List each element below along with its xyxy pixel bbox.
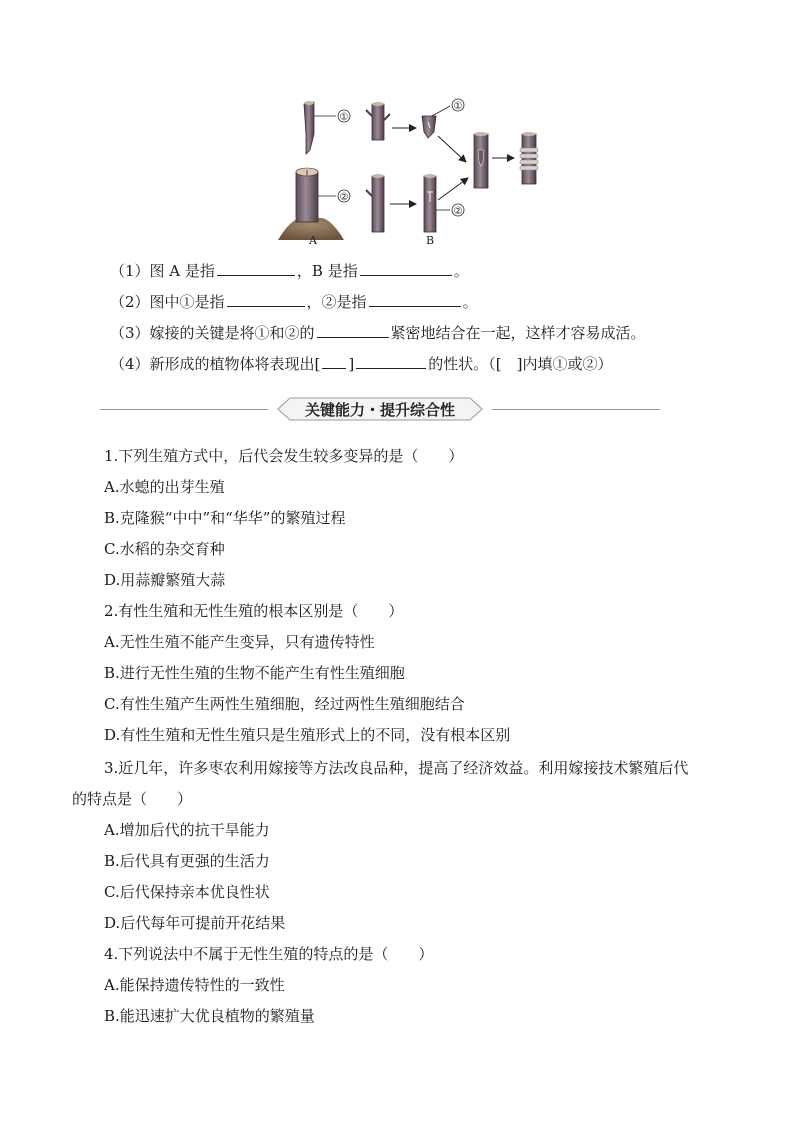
option[interactable]: C.有性生殖产生两性生殖细胞，经过两性生殖细胞结合 bbox=[104, 695, 465, 713]
grafted-stem bbox=[474, 132, 488, 188]
option[interactable]: B.能迅速扩大优良植物的繁殖量 bbox=[104, 1007, 315, 1025]
option[interactable]: A.无性生殖不能产生变异，只有遗传特性 bbox=[104, 633, 375, 651]
answer-blank[interactable] bbox=[369, 291, 461, 307]
option[interactable]: A.增加后代的抗干旱能力 bbox=[104, 821, 270, 839]
section-tab bbox=[276, 396, 484, 422]
option[interactable]: B.克隆猴“中中”和“华华”的繁殖过程 bbox=[104, 509, 346, 527]
question-2-stem: 2.有性生殖和无性生殖的根本区别是（ ） bbox=[104, 602, 404, 620]
marker-2-a: ② bbox=[339, 192, 349, 203]
fill-in-q4: （4）新形成的植物体将表现出[ ] 的性状。（[ ]内填①或②） bbox=[110, 355, 613, 373]
option[interactable]: B.后代具有更强的生活力 bbox=[104, 852, 270, 870]
question-3-stem-line1: 3.近几年，许多枣农利用嫁接等方法改良品种，提高了经济效益。利用嫁接技术繁殖后代 bbox=[104, 759, 689, 777]
scion-a bbox=[304, 101, 314, 154]
answer-blank[interactable] bbox=[317, 322, 389, 338]
option[interactable]: D.用蒜瓣繁殖大蒜 bbox=[104, 571, 226, 589]
fill-in-q1: （1）图 A 是指 ，B 是指 。 bbox=[110, 262, 469, 280]
scion-b-stick bbox=[366, 102, 390, 140]
option[interactable]: A.水螅的出芽生殖 bbox=[104, 478, 225, 496]
grafting-figure bbox=[270, 92, 560, 252]
answer-blank[interactable] bbox=[217, 260, 295, 276]
question-4-stem: 4.下列说法中不属于无性生殖的特点的是（ ） bbox=[104, 945, 434, 963]
option[interactable]: C.水稻的杂交育种 bbox=[104, 540, 225, 558]
fill-in-q2: （2）图中①是指 ，②是指 。 bbox=[110, 293, 478, 311]
marker-1-b: ① bbox=[453, 101, 463, 112]
answer-blank[interactable] bbox=[360, 260, 452, 276]
stock-b-cut bbox=[424, 174, 436, 232]
answer-blank[interactable] bbox=[356, 353, 426, 369]
option[interactable]: A.能保持遗传特性的一致性 bbox=[104, 976, 285, 994]
section-header bbox=[100, 396, 660, 422]
question-3-stem-line2: 的特点是（ ） bbox=[72, 790, 193, 808]
question-1-stem: 1.下列生殖方式中，后代会发生较多变异的是（ ） bbox=[104, 447, 464, 465]
bound-graft bbox=[520, 132, 538, 184]
answer-bracket-blank[interactable] bbox=[322, 353, 346, 369]
section-title: 关键能力・提升综合性 bbox=[304, 401, 455, 419]
answer-blank[interactable] bbox=[227, 291, 305, 307]
marker-2-b: ② bbox=[453, 206, 463, 217]
divider bbox=[100, 409, 268, 410]
divider bbox=[492, 409, 660, 410]
option[interactable]: B.进行无性生殖的生物不能产生有性生殖细胞 bbox=[104, 664, 405, 682]
bud-chip-b bbox=[422, 116, 436, 138]
option[interactable]: C.后代保持亲本优良性状 bbox=[104, 883, 270, 901]
stock-b-stick bbox=[366, 174, 384, 232]
stock-a bbox=[278, 168, 344, 240]
option[interactable]: D.有性生殖和无性生殖只是生殖形式上的不同，没有根本区别 bbox=[104, 726, 511, 744]
figure-label-b: B bbox=[425, 234, 435, 247]
marker-1-a: ① bbox=[339, 112, 349, 123]
figure-label-a: A bbox=[309, 234, 317, 247]
fill-in-q3: （3）嫁接的关键是将①和②的 紧密地结合在一起，这样才容易成活。 bbox=[110, 324, 646, 342]
option[interactable]: D.后代每年可提前开花结果 bbox=[104, 914, 286, 932]
